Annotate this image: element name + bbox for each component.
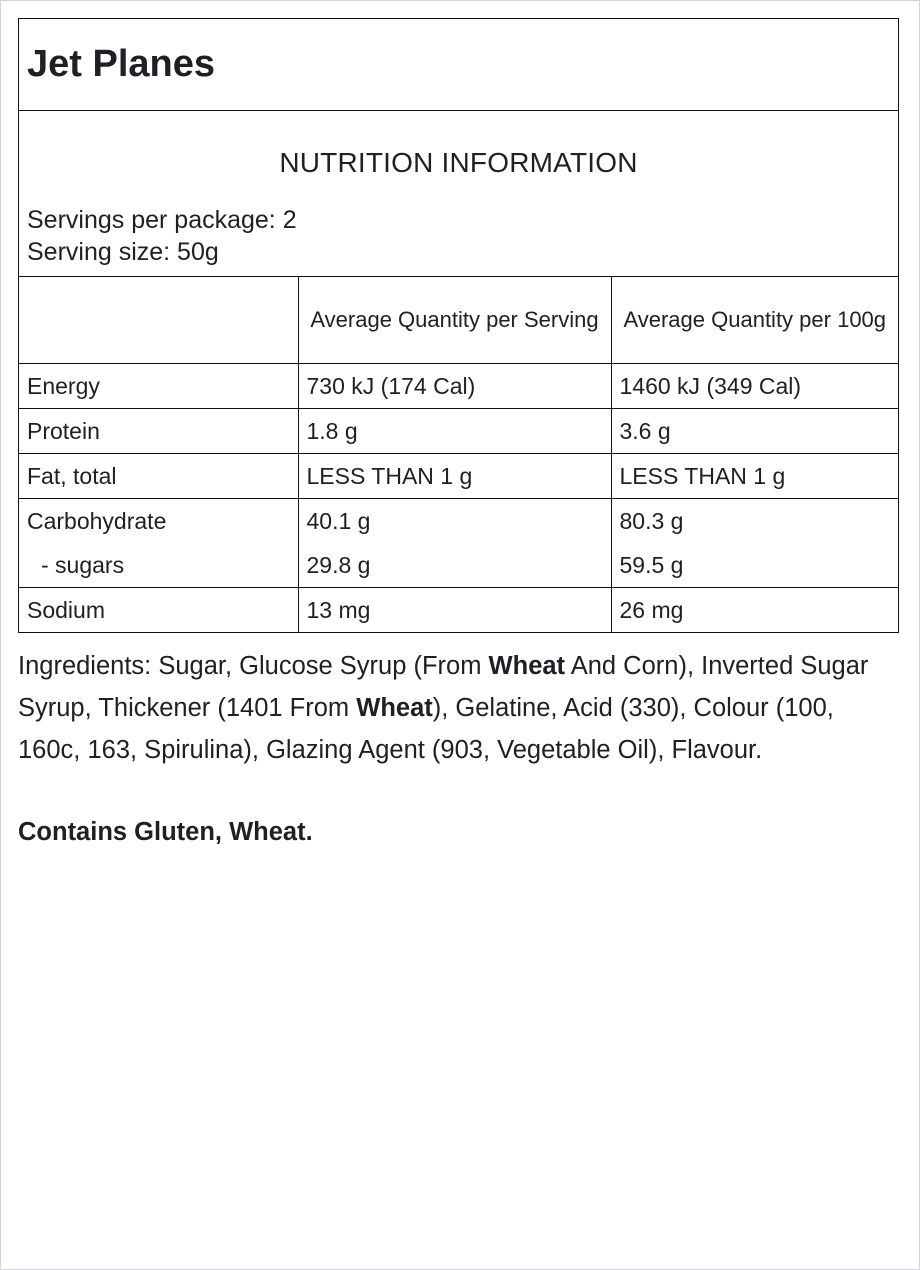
table-row bbox=[19, 409, 898, 454]
header-per-100g: Average Quantity per 100g bbox=[611, 277, 898, 364]
row-per100: LESS THAN 1 g bbox=[611, 454, 898, 499]
row-label: Protein bbox=[19, 409, 298, 454]
table-row bbox=[19, 364, 898, 409]
row-per100: 1460 kJ (349 Cal) bbox=[611, 364, 898, 409]
row-serving: 1.8 g bbox=[298, 409, 611, 454]
row-label: Sodium bbox=[19, 588, 298, 633]
serving-info bbox=[27, 204, 297, 268]
sugars-label: - sugars bbox=[41, 552, 125, 578]
row-serving: 730 kJ (174 Cal) bbox=[298, 364, 611, 409]
table-row bbox=[19, 499, 898, 588]
table-row bbox=[19, 588, 898, 633]
ingredients-text bbox=[18, 645, 898, 771]
allergen-wheat: Wheat bbox=[488, 652, 566, 680]
ingredients-part: Ingredients: Sugar, Glucose Syrup (From bbox=[18, 652, 489, 680]
product-title: Jet Planes bbox=[19, 19, 898, 111]
ingredients-part: And Corn), Inverted Sugar Syrup, Thickener (1401 From bbox=[18, 652, 869, 722]
row-per100 bbox=[611, 499, 898, 588]
row-per100: 26 mg bbox=[611, 588, 898, 633]
row-serving: LESS THAN 1 g bbox=[298, 454, 611, 499]
row-label: Energy bbox=[19, 364, 298, 409]
carb-label: Carbohydrate bbox=[27, 508, 167, 534]
sugars-per100: 59.5 g bbox=[619, 552, 684, 578]
row-label: Fat, total bbox=[19, 454, 298, 499]
allergen-wheat: Wheat bbox=[356, 694, 433, 722]
sugars-serving: 29.8 g bbox=[306, 552, 371, 578]
carb-serving: 40.1 g bbox=[306, 508, 371, 534]
allergen-statement: Contains Gluten, Wheat. bbox=[18, 818, 313, 846]
row-per100: 3.6 g bbox=[611, 409, 898, 454]
table-header bbox=[19, 277, 898, 364]
row-serving: 13 mg bbox=[298, 588, 611, 633]
carb-per100: 80.3 g bbox=[619, 508, 684, 534]
header-per-serving: Average Quantity per Serving bbox=[298, 277, 611, 364]
nutrition-panel bbox=[18, 18, 899, 633]
header-blank bbox=[19, 277, 298, 364]
ingredients-part: ), Gelatine, Acid (330), Colour (100, 160c, 163, Spirulina), Glazing Agent (903, Vegetable Oil), Flavour. bbox=[18, 694, 834, 764]
row-label bbox=[19, 499, 298, 588]
row-serving bbox=[298, 499, 611, 588]
serving-size: Serving size: 50g bbox=[27, 238, 219, 266]
nutrition-heading: NUTRITION INFORMATION bbox=[279, 147, 638, 178]
servings-per-package: Servings per package: 2 bbox=[27, 206, 297, 234]
nutrition-table bbox=[19, 276, 898, 632]
table-row bbox=[19, 454, 898, 499]
nutrition-info bbox=[19, 111, 898, 276]
